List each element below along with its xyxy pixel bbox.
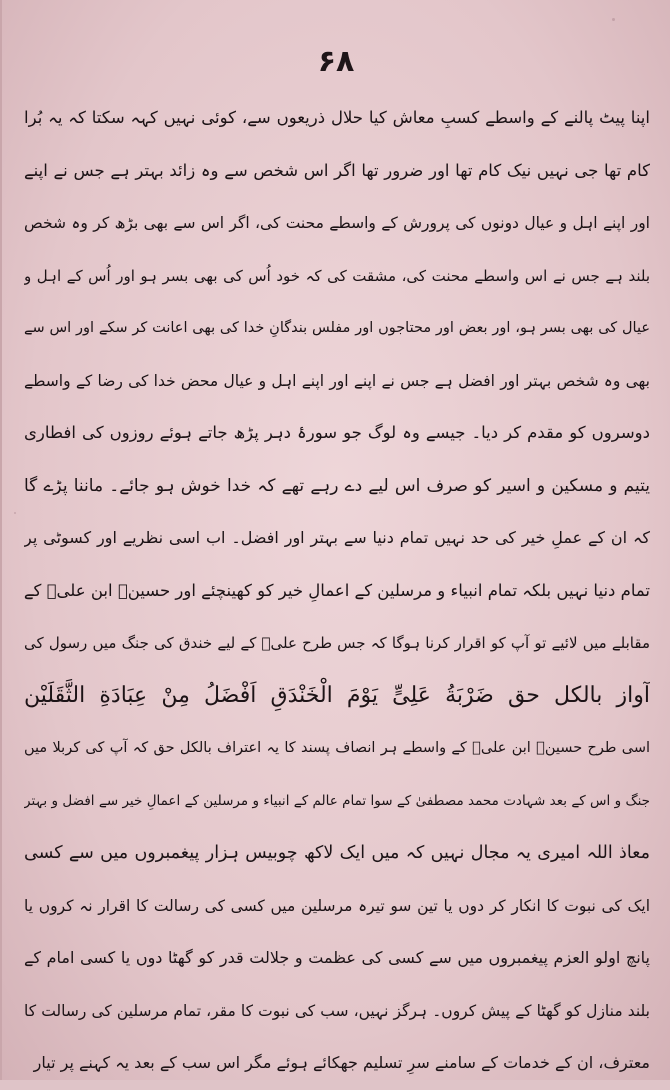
text-line-16: ایک کی نبوت کا انکار کر دوں یا تین سو تیرہ مرسلین میں کسی کی رسالت کا اقرار نہ کروں یا: [24, 896, 650, 915]
text-line-13: اسی طرح حسینؑ ابن علیؑ کے واسطے ہر انصاف پسند کا یہ اعتراف بالکل حق کہ آپ کی کربلا میں: [24, 740, 650, 756]
text-line-6: بھی وہ شخص بہتر اور افضل ہے جس نے اپنے اور اپنے اہل و عیال محض خدا کی رضا کے واسطے: [24, 371, 650, 390]
text-line-17: پانچ اولو العزم پیغمبروں میں سے کسی کی عظمت و جلالت قدر کو گھٹا دوں یا کسی امام کے: [24, 948, 650, 967]
paper-speck: [14, 512, 16, 514]
body-text: [24, 92, 650, 1090]
text-line-19: معترف، ان کے خدمات کے سامنے سرِ تسلیم جھکائے ہوئے مگر اس سب کے بعد یہ کہنے پر تیار: [33, 1053, 650, 1072]
page-number: ۶۸: [317, 44, 355, 79]
text-line-10: تمام دنیا نہیں بلکہ تمام انبیاء و مرسلین کے اعمالِ خیر کو کھینچئے اور حسینؑ ابن علیؑ کے: [24, 580, 650, 600]
text-line-4: بلند ہے جس نے اس واسطے محنت کی، مشقت کی کہ خود اُس کی بھی بسر ہو اور اُس کے اہل و: [24, 266, 650, 285]
text-line-14: جنگ و اس کے بعد شہادت محمد مصطفیٰ کے سوا تمام عالم کے انبیاء و مرسلین کے اعمالِ خیر سے افضل و بہتر: [24, 792, 650, 809]
arabic-quotation-line: آواز بالکل حق ضَرْبَةُ عَلِیٍّ یَوْمَ الْخَنْدَقِ اَفْضَلُ مِنْ عِبَادَةِ الثَّقَلَیْن: [24, 682, 650, 708]
text-line-18: بلند منازل کو گھٹا کے پیش کروں۔ ہرگز نہیں، سب کی نبوت کا مقر، تمام مرسلین کی رسالت کا: [24, 1001, 650, 1020]
text-line-15: معاذ اللہ امیری یہ مجال نہیں کہ میں ایک لاکھ چوبیس ہزار پیغمبروں میں سے کسی: [24, 843, 650, 863]
text-line-3: اور اپنے اہل و عیال دونوں کی پرورش کے واسطے محنت کی، اگر اس سے بھی بڑھ کر وہ شخص: [24, 214, 650, 232]
paper-speck: [332, 1062, 335, 1064]
text-line-5: عیال کی بھی بسر ہو، اور بعض اور محتاجوں اور مفلس بندگانِ خدا کی بھی اعانت کر سکے اور اس سے: [24, 320, 650, 336]
text-line-7: دوسروں کو مقدم کر دیا۔ جیسے وہ لوگ جو سورۂ دہر پڑھ جاتے ہوئے روزوں کی افطاری: [24, 423, 650, 442]
text-line-11: مقابلے میں لائیے تو آپ کو اقرار کرنا ہوگا کہ جس طرح علیؑ کے لیے خندق کی جنگ میں رسول کی: [24, 634, 650, 652]
text-line-9: کہ ان کے عملِ خیر کی حد نہیں تمام دنیا سے بہتر اور افضل۔ اب اسی نظریے اور کسوٹی پر: [24, 528, 650, 547]
text-line-1: اپنا پیٹ پالنے کے واسطے کسبِ معاش کیا حلال ذریعوں سے، کوئی نہیں کہہ سکتا کہ یہ بُرا: [24, 108, 650, 127]
text-line-8: یتیم و مسکین و اسیر کو صرف اس لیے دے رہے تھے کہ خدا خوش ہو جائے۔ ماننا پڑے گا: [24, 475, 650, 496]
paper-speck: [612, 18, 615, 21]
text-line-2: کام تھا جی نہیں نیک کام تھا اور ضرور تھا اگر اس شخص سے وہ زائد بہتر ہے جس نے اپنے: [24, 160, 650, 180]
